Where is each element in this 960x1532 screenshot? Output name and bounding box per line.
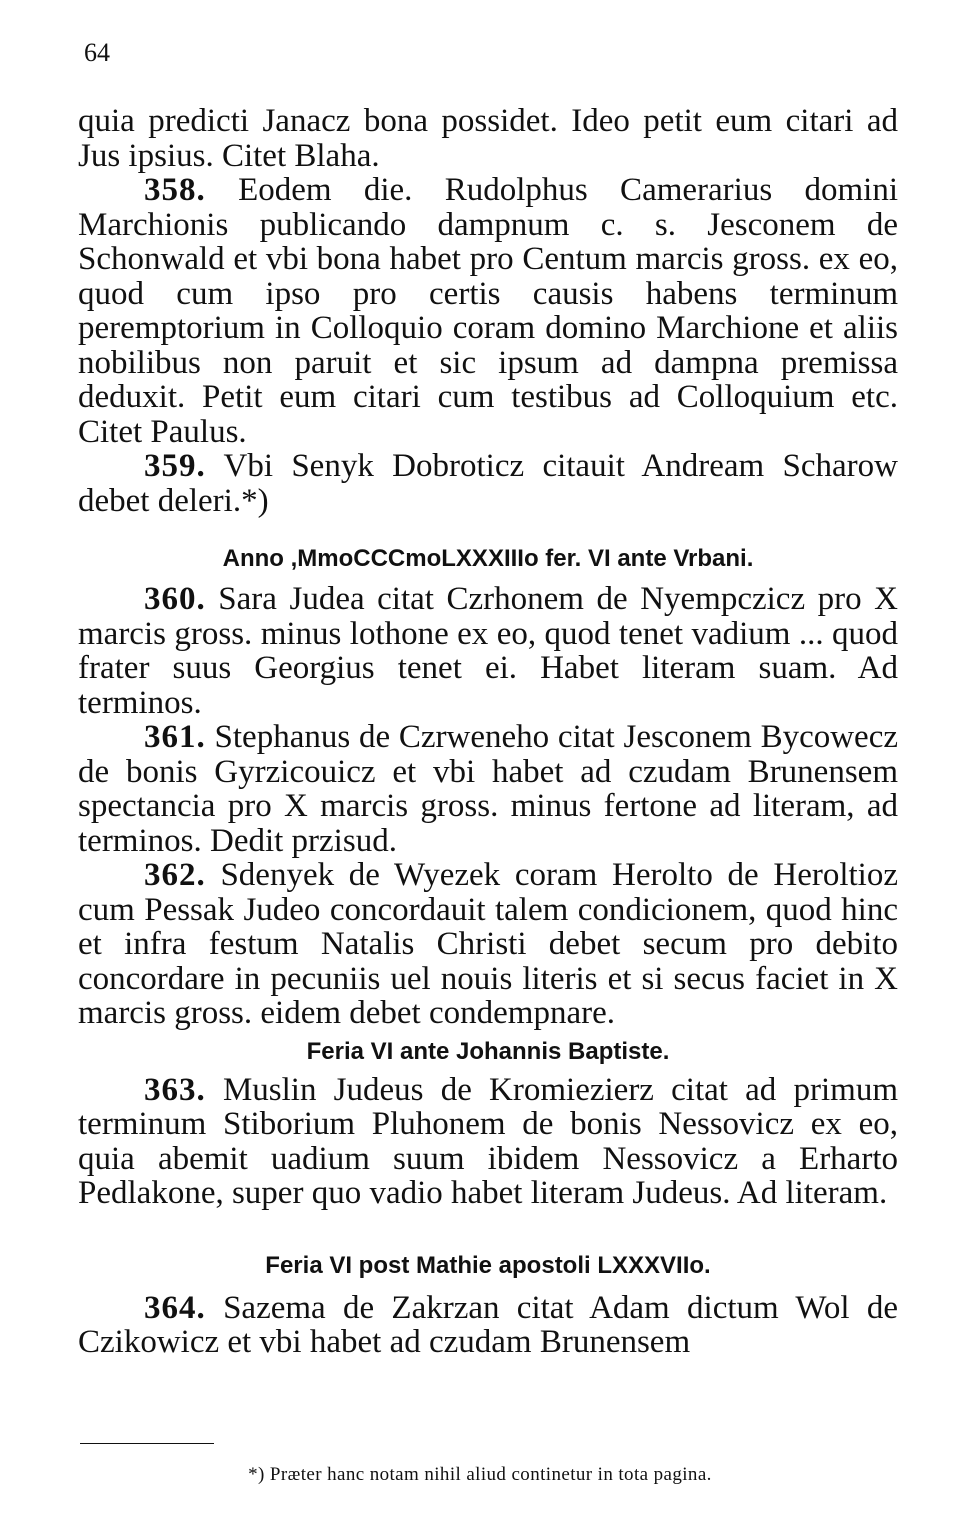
entry-text: Muslin Judeus de Kromiezierz citat ad primum terminum Stiborium Pluhonem de bonis Nessovicz ex eo, quia abemit uadium suum ibidem Nessovicz a Erharto Pedlakone, super quo vadio habet literam Judeus. Ad literam. (78, 1071, 898, 1211)
entry-361 (78, 720, 898, 858)
continuation-paragraph (78, 104, 898, 173)
section-heading: Feria VI post Mathie apostoli LXXXVIIo. (265, 1251, 711, 1279)
entry-number: 362. (144, 857, 206, 893)
entry-363 (78, 1073, 898, 1211)
entry-number: 363. (144, 1071, 206, 1108)
entry-text: Vbi Senyk Dobroticz citauit Andream Scharow debet deleri.*) (78, 448, 899, 519)
section-heading: Anno ,MmoCCCmoLXXXIIIo fer. VI ante Vrbani. (222, 545, 754, 572)
entry-364 (78, 1291, 898, 1360)
footnote-rule (80, 1443, 214, 1444)
page-number: 64 (84, 38, 110, 67)
page-body (78, 104, 898, 1360)
entry-number: 359. (144, 448, 206, 484)
footnote: *) Præter hanc notam nihil aliud continetur in tota pagina. (248, 1464, 712, 1485)
entry-text: Stephanus de Czrweneho citat Jesconem Bycowecz de bonis Gyrzicouicz et vbi habet ad czudam Brunensem spectancia pro X marcis gross. minus fertone ad literam, ad terminos. Dedit przisud. (78, 719, 898, 859)
entry-359 (78, 449, 898, 518)
entry-362 (78, 858, 898, 1031)
entry-358 (78, 173, 898, 449)
paragraph-text: quia predicti Janacz bona possidet. Ideo petit eum citari ad Jus ipsius. Citet Blaha. (78, 103, 898, 174)
entry-text: Sazema de Zakrzan citat Adam dictum Wol de Czikowicz et vbi habet ad czudam Brunensem (78, 1289, 898, 1360)
section-heading: Feria VI ante Johannis Baptiste. (306, 1037, 670, 1065)
entry-text: Sara Judea citat Czrhonem de Nyempczicz pro X marcis gross. minus lothone ex eo, quod tenet vadium ... quod frater suus Georgius tenet ei. Habet literam suam. Ad terminos. (78, 581, 899, 721)
entry-text: Eodem die. Rudolphus Camerarius domini Marchionis publicando dampnum c. s. Jesconem de Schonwald et vbi bona habet pro Centum marcis gross. ex eo, quod cum ipso pro certis causis habens terminum peremptorium in Colloquio coram domino Marchione et aliis nobilibus non paruit et sic ipsum ad dampna premissa deduxit. Petit eum citari cum testibus ad Colloquium etc. Citet Paulus. (78, 172, 898, 450)
entry-number: 364. (144, 1289, 206, 1326)
entry-text: Sdenyek de Wyezek coram Herolto de Heroltioz cum Pessak Judeo concordauit talem condicionem, quod hinc et infra festum Natalis Christi debet secum pro debito concordare in pecuniis uel nouis literis et si secus faciet in X marcis gross. eidem debet condempnare. (78, 857, 898, 1031)
entry-360 (78, 582, 898, 720)
entry-number: 360. (144, 581, 206, 617)
entry-number: 361. (144, 719, 206, 755)
entry-number: 358. (144, 172, 206, 208)
